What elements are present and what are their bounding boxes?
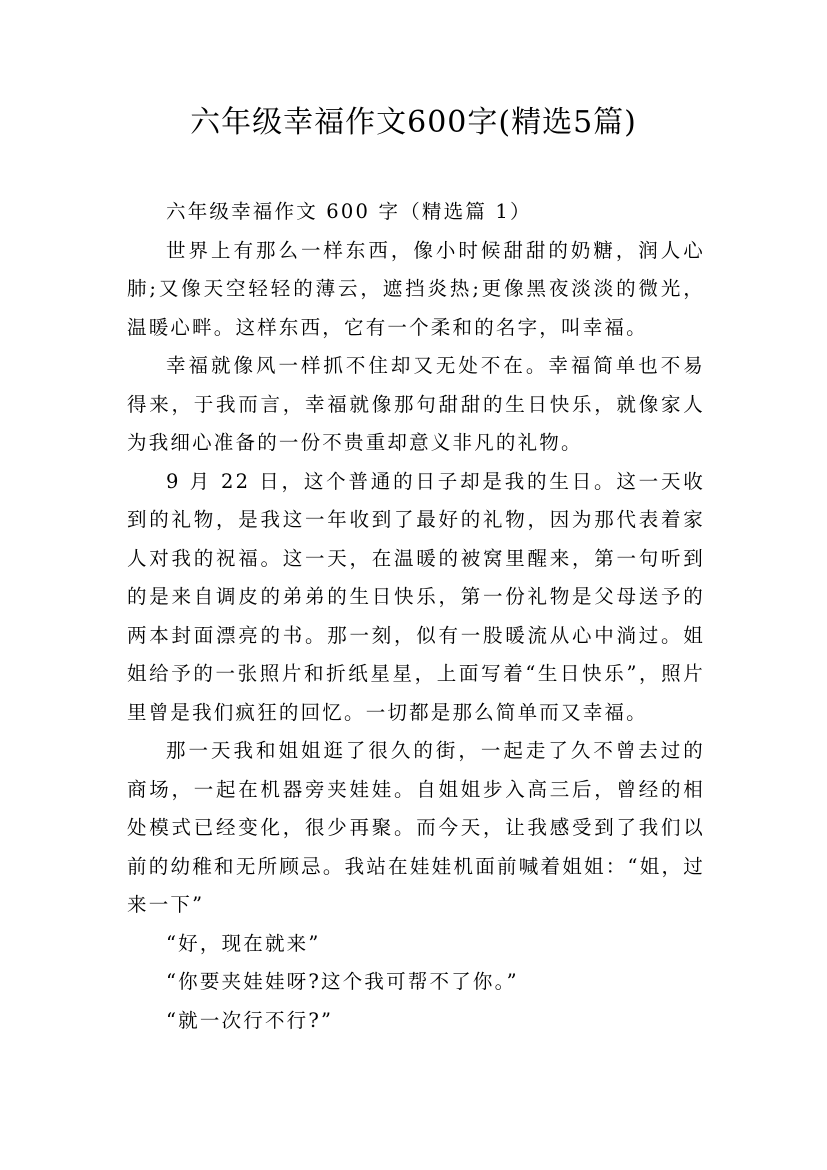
paragraph: 那一天我和姐姐逛了很久的街，一起走了久不曾去过的商场，一起在机器旁夹娃娃。自姐姐步入高三后，曾经的相处模式已经变化，很少再聚。而今天，让我感受到了我们以前的幼稚和无所顾忌。我站在娃娃机面前喊着姐姐：“姐，过来一下” [127, 739, 705, 916]
paragraph: “你要夹娃娃呀?这个我可帮不了你。” [166, 970, 519, 993]
paragraph: 9 月 22 日，这个普通的日子却是我的生日。这一天收到的礼物，是我这一年收到了最好的礼物，因为那代表着家人对我的祝福。这一天，在温暖的被窝里醒来，第一句听到的是来自调皮的弟弟的生日快乐，第一份礼物是父母送予的两本封面漂亮的书。那一刻，似有一股暖流从心中淌过。姐姐给予的一张照片和折纸星星，上面写着“生日快乐”，照片里曾是我们疯狂的回忆。一切都是那么简单而又幸福。 [127, 469, 705, 724]
document-body [127, 193, 705, 1040]
document-title: 六年级幸福作文600字(精选5篇) [190, 105, 637, 140]
section-subheading: 六年级幸福作文 600 字（精选篇 1） [166, 200, 532, 223]
paragraph: “好，现在就来” [166, 931, 321, 955]
paragraph: 世界上有那么一样东西，像小时候甜甜的奶糖，润人心肺;又像天空轻轻的薄云，遮挡炎热;更像黑夜淡淡的微光，温暖心畔。这样东西，它有一个柔和的名字，叫幸福。 [127, 238, 705, 339]
paragraph: 幸福就像风一样抓不住却又无处不在。幸福简单也不易得来，于我而言，幸福就像那句甜甜的生日快乐，就像家人为我细心准备的一份不贵重却意义非凡的礼物。 [127, 354, 705, 454]
paragraph: “就一次行不行?” [166, 1008, 334, 1032]
